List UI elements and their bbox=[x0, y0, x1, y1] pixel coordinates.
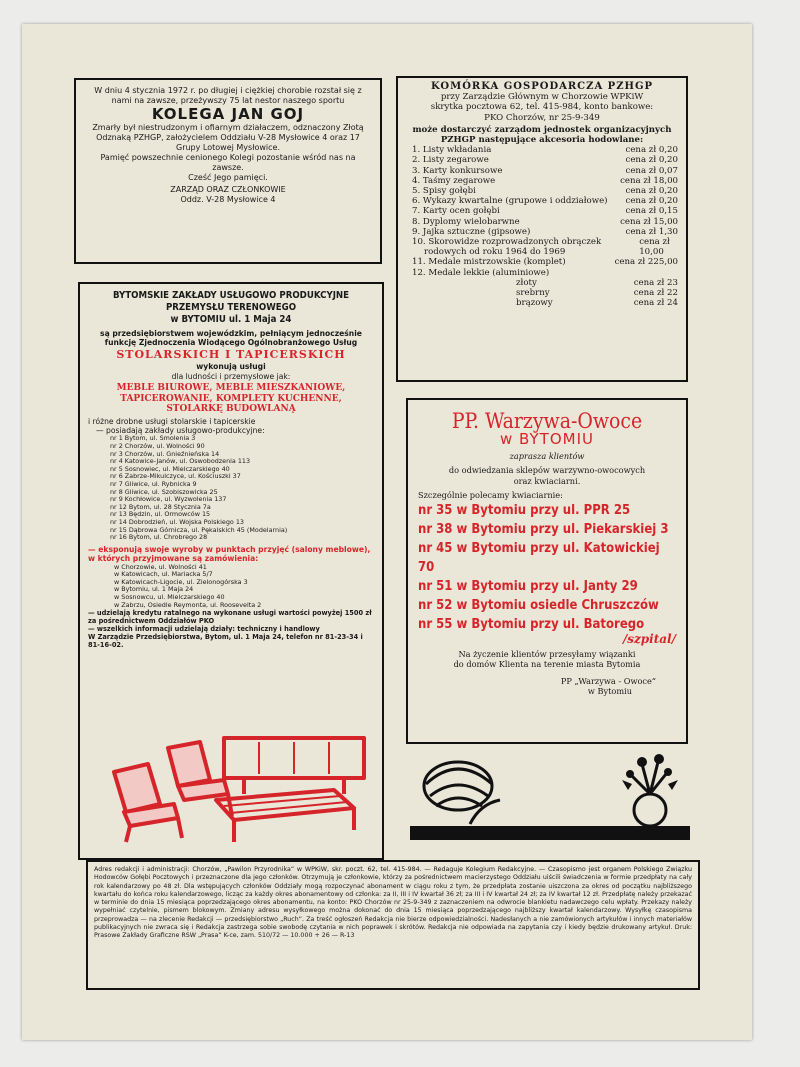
warzywa-recommend: Szczególnie polecamy kwiaciarnie: bbox=[418, 490, 563, 501]
price-item-price: cena zł 18,00 bbox=[620, 175, 678, 186]
price-item-name: 11. Medale mistrzowskie (komplet) bbox=[412, 257, 566, 268]
obituary-sign-2: Oddz. V-28 Mysłowice 4 bbox=[180, 195, 276, 204]
flower-shop-item: nr 51 w Bytomiu przy ul. Janty 29 bbox=[418, 578, 638, 594]
warzywa-visit-2: oraz kwiaciarni. bbox=[513, 475, 581, 486]
furniture-illustration bbox=[104, 734, 374, 846]
plant-item: nr 16 Bytom, ul. Chrobrego 28 bbox=[110, 533, 208, 542]
sales-point-list bbox=[88, 564, 374, 610]
obituary-sign-1: ZARZĄD ORAZ CZŁONKOWIE bbox=[170, 185, 286, 194]
price-row bbox=[406, 206, 678, 216]
plant-item: nr 15 Dąbrowa Górnicza, ul. Pękalskich 45 (Modelarnia) bbox=[110, 525, 288, 534]
price-row bbox=[406, 268, 678, 278]
warzywa-invite: zaprasza klientów bbox=[509, 450, 585, 461]
plant-item: nr 3 Chorzów, ul. Gnieźnieńska 14 bbox=[110, 449, 220, 458]
editorial-footer bbox=[86, 860, 700, 990]
price-item-name: 10. Skorowidze rozprowadzonych obrączek rodowych od roku 1964 do 1969 bbox=[412, 237, 602, 258]
price-item-price: cena zł 1,30 bbox=[625, 226, 678, 237]
bytom-red-heading: STOLARSKICH I TAPICERSKICH bbox=[116, 347, 346, 361]
plant-item: nr 8 Gliwice, ul. Szobiszowicka 25 bbox=[110, 487, 218, 496]
price-item-price: cena zł 0,20 bbox=[625, 145, 678, 156]
flower-shop-item: nr 52 w Bytomiu osiedle Chruszczów bbox=[418, 597, 659, 613]
medal-name: brązowy bbox=[516, 298, 553, 309]
warzywa-title: PP. Warzywa-Owoce bbox=[451, 409, 643, 433]
price-item-price: cena zł 0,20 bbox=[625, 186, 678, 197]
price-row bbox=[406, 155, 678, 165]
price-item-price: cena zł 0,20 bbox=[625, 155, 678, 166]
bytom-expo: — eksponują swoje wyroby w punktach przyjęć (salony meblowe), w których przyjmowane są zamówienia: bbox=[88, 544, 371, 564]
warzywa-sign-1: PP „Warzywa - Owoce“ bbox=[560, 675, 656, 686]
bytom-red-list: MEBLE BIUROWE, MEBLE MIESZKANIOWE, TAPICEROWANIE, KOMPLETY KUCHENNE, STOLARKĘ BUDOWLANĄ bbox=[116, 383, 346, 415]
warzywa-delivery-2: do domów Klienta na terenie miasta Bytomia bbox=[453, 659, 641, 670]
plant-item: nr 13 Będzin, ul. Ormowców 15 bbox=[110, 510, 211, 519]
sales-point-item: w Sosnowcu, ul. Mielczarskiego 40 bbox=[114, 592, 225, 601]
price-list bbox=[406, 145, 678, 278]
bytom-contact: W Zarządzie Przedsiębiorstwa, Bytom, ul. 1 Maja 24, telefon nr 81-23-34 i 81-16-02. bbox=[88, 633, 363, 650]
price-item-name: 12. Medale lekkie (aluminiowe) bbox=[412, 267, 550, 278]
komorka-gospodarcza-ad bbox=[396, 76, 688, 382]
price-item-name: 8. Dyplomy wielobarwne bbox=[412, 216, 520, 227]
medal-row bbox=[516, 278, 678, 288]
medal-row bbox=[516, 288, 678, 298]
bytom-head-2: PRZEMYSŁU TERENOWEGO bbox=[165, 302, 297, 313]
price-row bbox=[406, 176, 678, 186]
warzywa-city: w BYTOMIU bbox=[500, 430, 594, 448]
bytom-intro: są przedsiębiorstwem wojewódzkim, pełniącym jednocześnie funkcję Zjednoczenia Wiodącego Ogólnobranżowego Usług bbox=[100, 329, 362, 348]
flower-shop-item: nr 45 w Bytomiu przy ul. Katowickiej 70 bbox=[418, 540, 660, 575]
warzywa-szpital: /szpital/ bbox=[622, 631, 676, 646]
price-item-price: cena zł 15,00 bbox=[620, 216, 678, 227]
medal-name: złoty bbox=[516, 277, 537, 288]
price-item-price: cena zł 10,00 bbox=[639, 237, 670, 258]
price-row bbox=[406, 186, 678, 196]
plant-item: nr 6 Zabrze-Mikulczyce, ul. Kościuszki 37 bbox=[110, 472, 241, 481]
price-item-name: 2. Listy zegarowe bbox=[412, 155, 489, 166]
warzywa-owoce-ad bbox=[406, 398, 688, 744]
komorka-sub-3: PKO Chorzów, nr 25-9-349 bbox=[484, 112, 600, 123]
bytom-head-3: w BYTOMIU ul. 1 Maja 24 bbox=[170, 314, 292, 325]
medal-name: srebrny bbox=[516, 288, 550, 299]
obituary-intro: W dniu 4 stycznia 1972 r. po długiej i ciężkiej chorobie rozstał się z nami na zawsze, przeżywszy 75 lat nestor naszego sportu bbox=[94, 86, 362, 105]
flower-shop-item: nr 38 w Bytomiu przy ul. Piekarskiej 3 bbox=[418, 521, 669, 537]
flower-shop-item: nr 55 w Bytomiu przy ul. Batorego bbox=[418, 616, 645, 632]
obituary-farewell: Cześć Jego pamięci. bbox=[188, 173, 268, 182]
bytom-head-1: BYTOMSKIE ZAKŁADY USŁUGOWO PRODUKCYJNE bbox=[112, 290, 350, 301]
price-item-name: 7. Karty ocen gołębi bbox=[412, 206, 500, 217]
price-row bbox=[406, 166, 678, 176]
warzywa-visit-1: do odwiedzania sklepów warzywno-owocowych bbox=[448, 465, 646, 476]
komorka-title: KOMÓRKA GOSPODARCZA PZHGP bbox=[430, 81, 654, 92]
bytom-other-2: — posiadają zakłady usługowo-produkcyjne: bbox=[96, 426, 265, 436]
price-item-price: cena zł 0,15 bbox=[625, 206, 678, 217]
price-item-name: 6. Wykazy kwartalne (grupowe i oddziałowe) bbox=[412, 196, 608, 207]
warzywa-sign-2: w Bytomiu bbox=[587, 686, 632, 697]
sales-point-item: w Katowicach, ul. Mariacka 5/7 bbox=[114, 570, 213, 579]
sales-point-item: w Katowicach-Ligocie, ul. Zielonogórska 3 bbox=[114, 577, 248, 586]
medal-price: cena zł 23 bbox=[633, 277, 678, 288]
bytom-other: i różne drobne usługi stolarskie i tapicerskie bbox=[88, 416, 256, 426]
price-item-price: cena zł 225,00 bbox=[614, 257, 678, 268]
bytom-furniture-ad bbox=[78, 282, 384, 860]
plant-item: nr 5 Sosnowiec, ul. Mielczarskiego 40 bbox=[110, 464, 230, 473]
price-item-name: 9. Jajka sztuczne (gipsowe) bbox=[412, 226, 531, 237]
price-item-name: 5. Spisy gołębi bbox=[412, 186, 476, 197]
obituary-memory: Pamięć powszechnie cenionego Kolegi pozostanie wśród nas na zawsze. bbox=[100, 153, 356, 172]
medal-price: cena zł 22 bbox=[633, 288, 678, 299]
medal-price: cena zł 24 bbox=[633, 298, 678, 309]
plant-list bbox=[88, 435, 374, 541]
sales-point-item: w Zabrzu, Osiedle Reymonta, ul. Roosevelta 2 bbox=[114, 600, 262, 609]
komorka-sub-2: skrytka pocztowa 62, tel. 415-984, konto bankowe: bbox=[430, 102, 654, 113]
plant-item: nr 14 Dobrodzień, ul. Wojska Polskiego 13 bbox=[110, 517, 244, 526]
sales-point-item: w Bytomiu, ul. 1 Maja 24 bbox=[114, 585, 194, 594]
medal-price-list bbox=[406, 278, 678, 309]
bytom-info: — wszelkich informacji udzielają działy: techniczny i handlowy bbox=[88, 625, 320, 634]
price-item-price: cena zł 0,20 bbox=[625, 196, 678, 207]
bytom-credit: — udzielają kredytu ratalnego na wykonane usługi wartości powyżej 1500 zł za pośrednictwem Oddziałów PKO bbox=[88, 609, 372, 626]
obituary-body: Zmarły był niestrudzonym i ofiarnym działaczem, odznaczony Złotą Odznaką PZHGP, założycielem Oddziału V-28 Mysłowice 4 oraz 17 Grupy Lotowej Mysłowice. bbox=[92, 123, 364, 152]
plant-item: nr 9 Kochłowice, ul. Wyzwolenia 137 bbox=[110, 495, 227, 504]
sales-point-item: w Chorzowie, ul. Wolności 41 bbox=[114, 562, 207, 571]
plant-item: nr 7 Gliwice, ul. Rybnicka 9 bbox=[110, 480, 197, 488]
plant-item: nr 1 Bytom, ul. Smolenia 3 bbox=[110, 434, 196, 443]
medal-row bbox=[516, 298, 678, 308]
komorka-sub-1: przy Zarządzie Głównym w Chorzowie WPKiW bbox=[440, 92, 644, 103]
komorka-intro: może dostarczyć zarządom jednostek organizacyjnych PZHGP następujące akcesoria hodowlane: bbox=[412, 124, 672, 146]
flower-shop-list bbox=[418, 501, 676, 634]
plant-item: nr 2 Chorzów, ul. Wolności 90 bbox=[110, 442, 205, 451]
obituary-notice bbox=[74, 78, 382, 264]
plant-item: nr 4 Katowice-Janów, ul. Oswobodzenia 113 bbox=[110, 457, 251, 466]
price-row bbox=[406, 145, 678, 155]
obituary-name: KOLEGA JAN GOJ bbox=[151, 105, 305, 123]
basket-flowers-illustration bbox=[410, 744, 690, 848]
price-row bbox=[406, 227, 678, 237]
footer-text: Adres redakcji i administracji: Chorzów, „Pawilon Przyrodnika“ w WPKiW, skr. poczt. 62, tel. 415-984. — Redaguje Kolegium Redakcyjne. — Czasopismo jest organem Polskiego Związku Hodowców Gołębi Pocztowych i przeznaczone dla jego członków. Otrzymują je członkowie, którzy za pośrednictwem macierzystego Oddziału uiścili świadczenia w formie przedpłaty na cały rok kalendarzowy po 48 zł. Dla wstępujących członków Oddziały mogą rozpoczynać abonament w ciągu roku z tym, że przedpłata zostanie uiszczona za okres od początku najbliższego kwartału do końca roku kalendarzowego, licząc za każdy okres abonamentowy od członka: za II, III i IV kwartał 36 zł; za III i IV kwartał 24 zł; za IV kwartał 12 zł. Przedpłatę należy przekazać w terminie do dnia 15 miesiąca poprzedzającego okres abonamentu, na konto: PKO Chorzów nr 25-9-349 z zaznaczeniem na odwrocie blankietu nadawczego celu wpłaty. Przekazy należy wypełniać czytelnie, pismem blokowym. Zmiany adresu wysyłkowego można dokonać do dnia 15 miesiąca poprzedzającego najbliższy kwartał kalendarzowy. Wysyłkę czasopisma przeprowadza — na zlecenie Redakcji — przedsiębiorstwo „Ruch“. Za treść ogłoszeń Redakcja nie bierze odpowiedzialności. Nadesłanych a nie zamówionych artykułów i innych materiałów publikacyjnych nie zwraca się i Redakcja zastrzega sobie swobodę czytania w nich poprawek i skrótów. Redakcja nie odpowiada na zapytania czy i kiedy będzie drukowany artykuł. Druk: Prasowe Zakłady Graficzne RSW „Prasa“ K-ce, zam. 510/72 — 10.000 + 26 — R-13 bbox=[94, 866, 692, 940]
price-row bbox=[406, 196, 678, 206]
price-row bbox=[406, 237, 678, 257]
bytom-services-2: dla ludności i przemysłowe jak: bbox=[171, 371, 291, 381]
price-row bbox=[406, 257, 678, 267]
price-item-price: cena zł 0,07 bbox=[625, 165, 678, 176]
price-item-name: 1. Listy wkładania bbox=[412, 145, 492, 156]
price-row bbox=[406, 217, 678, 227]
price-item-name: 3. Karty konkursowe bbox=[412, 165, 503, 176]
magazine-back-cover bbox=[22, 24, 752, 1040]
warzywa-delivery-1: Na życzenie klientów przesyłamy wiązanki bbox=[458, 648, 636, 659]
plant-item: nr 12 Bytom, ul. 28 Stycznia 7a bbox=[110, 502, 211, 511]
bytom-services: wykonują usługi bbox=[196, 362, 266, 372]
price-item-name: 4. Taśmy zegarowe bbox=[412, 175, 496, 186]
flower-shop-item: nr 35 w Bytomiu przy ul. PPR 25 bbox=[418, 502, 631, 518]
